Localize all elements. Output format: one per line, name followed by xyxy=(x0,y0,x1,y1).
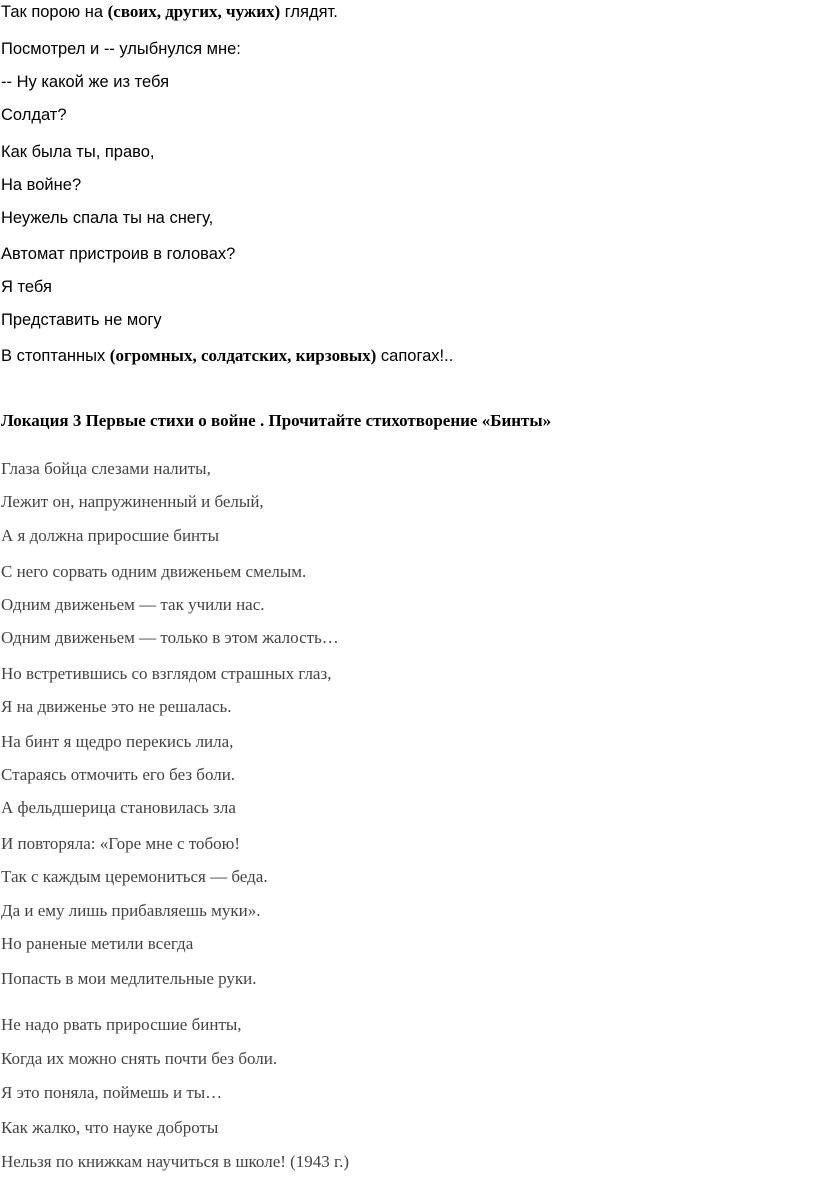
poem-line-5: Как была ты, право, xyxy=(1,143,155,161)
poem-line-6: На войне? xyxy=(1,176,82,194)
bandages-line: Как жалко, что науке доброты xyxy=(1,1118,219,1137)
bandages-line: Нельзя по книжкам научиться в школе! (1943 г.) xyxy=(1,1152,350,1171)
section-heading: Локация 3 Первые стихи о войне . Прочитайте стихотворение «Бинты» xyxy=(1,411,552,430)
poem-line-11: В стоптанных (огромных, солдатских, кирзовых) сапогах!.. xyxy=(1,346,454,365)
bandages-line: Когда их можно снять почти без боли. xyxy=(1,1049,278,1068)
poem-line-9: Я тебя xyxy=(1,278,52,296)
poem-line-2: Посмотрел и -- улыбнулся мне: xyxy=(1,40,241,58)
bandages-line: Стараясь отмочить его без боли. xyxy=(1,765,236,784)
bandages-line: Так с каждым церемониться — беда. xyxy=(1,867,268,886)
bandages-line: Одним движеньем — только в этом жалость… xyxy=(1,628,339,647)
bandages-line: Да и ему лишь прибавляешь муки». xyxy=(1,901,261,920)
poem-line-7: Неужель спала ты на снегу, xyxy=(1,209,214,227)
poem-line-1: Так порою на (своих, других, чужих) глядят. xyxy=(1,2,338,21)
bandages-line: Попасть в мои медлительные руки. xyxy=(1,969,257,988)
bandages-line: Но раненые метили всегда xyxy=(1,934,194,953)
bandages-line: Глаза бойца слезами налиты, xyxy=(1,459,211,478)
bandages-line: С него сорвать одним движеньем смелым. xyxy=(1,562,307,581)
bandages-line: И повторяла: «Горе мне с тобою! xyxy=(1,834,241,853)
poem-line-8: Автомат пристроив в головах? xyxy=(1,245,236,263)
bandages-line: А фельдшерица становилась зла xyxy=(1,798,236,817)
bandages-line: А я должна приросшие бинты xyxy=(1,526,219,545)
bandages-line: Одним движеньем — так учили нас. xyxy=(1,595,265,614)
poem-line-4: Солдат? xyxy=(1,106,67,124)
bandages-line: На бинт я щедро перекись лила, xyxy=(1,732,234,751)
bandages-line: Не надо рвать приросшие бинты, xyxy=(1,1015,242,1034)
bandages-line: Я это поняла, поймешь и ты… xyxy=(1,1083,223,1102)
bandages-line: Я на движенье это не решалась. xyxy=(1,697,232,716)
bandages-line: Но встретившись со взглядом страшных глаз, xyxy=(1,664,332,683)
poem-line-10: Представить не могу xyxy=(1,311,162,329)
bandages-line: Лежит он, напружиненный и белый, xyxy=(1,492,264,511)
poem-line-3: -- Ну какой же из тебя xyxy=(1,73,170,91)
